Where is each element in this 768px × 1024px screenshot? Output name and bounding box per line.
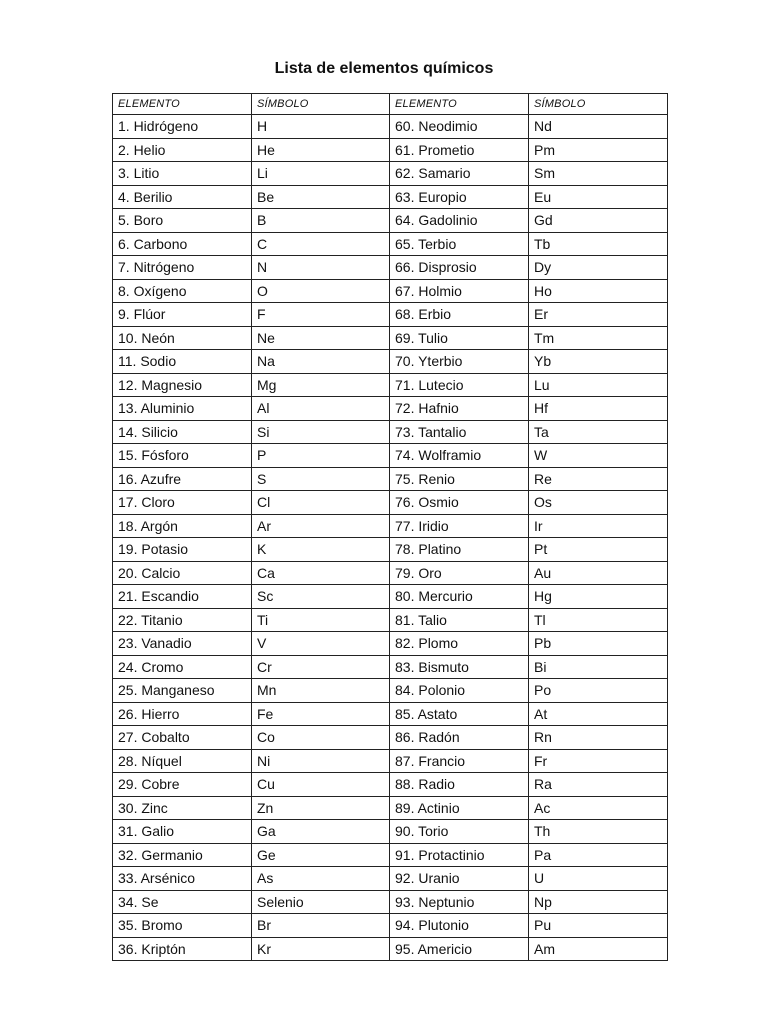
- table-row: [113, 561, 668, 585]
- symbol-left-cell: Co: [252, 726, 390, 750]
- symbol-left-cell: Ne: [252, 326, 390, 350]
- symbol-right-cell: Rn: [529, 726, 668, 750]
- table-row: [113, 467, 668, 491]
- element-left-cell: 26. Hierro: [113, 702, 252, 726]
- symbol-left-cell: Al: [252, 397, 390, 421]
- symbol-right-cell: Tl: [529, 608, 668, 632]
- element-left-cell: 22. Titanio: [113, 608, 252, 632]
- symbol-right-cell: Pu: [529, 914, 668, 938]
- symbol-right-cell: Au: [529, 561, 668, 585]
- header-row: [113, 94, 668, 115]
- table-row: [113, 608, 668, 632]
- table-row: [113, 796, 668, 820]
- symbol-left-cell: Mn: [252, 679, 390, 703]
- header-element-right: ELEMENTO: [390, 94, 529, 115]
- element-left-cell: 6. Carbono: [113, 232, 252, 256]
- element-left-cell: 21. Escandio: [113, 585, 252, 609]
- element-left-cell: 25. Manganeso: [113, 679, 252, 703]
- symbol-right-cell: Np: [529, 890, 668, 914]
- symbol-right-cell: Fr: [529, 749, 668, 773]
- element-right-cell: 89. Actinio: [390, 796, 529, 820]
- symbol-right-cell: Eu: [529, 185, 668, 209]
- table-row: [113, 726, 668, 750]
- symbol-right-cell: Yb: [529, 350, 668, 374]
- symbol-left-cell: Be: [252, 185, 390, 209]
- table-row: [113, 303, 668, 327]
- symbol-right-cell: Po: [529, 679, 668, 703]
- element-left-cell: 12. Magnesio: [113, 373, 252, 397]
- element-right-cell: 94. Plutonio: [390, 914, 529, 938]
- element-right-cell: 70. Yterbio: [390, 350, 529, 374]
- element-right-cell: 90. Torio: [390, 820, 529, 844]
- symbol-left-cell: B: [252, 209, 390, 233]
- symbol-left-cell: H: [252, 115, 390, 139]
- symbol-left-cell: P: [252, 444, 390, 468]
- symbol-left-cell: N: [252, 256, 390, 280]
- symbol-right-cell: Ho: [529, 279, 668, 303]
- element-right-cell: 68. Erbio: [390, 303, 529, 327]
- element-left-cell: 15. Fósforo: [113, 444, 252, 468]
- table-row: [113, 397, 668, 421]
- symbol-right-cell: Os: [529, 491, 668, 515]
- element-left-cell: 32. Germanio: [113, 843, 252, 867]
- symbol-left-cell: Ti: [252, 608, 390, 632]
- symbol-right-cell: Ra: [529, 773, 668, 797]
- element-right-cell: 76. Osmio: [390, 491, 529, 515]
- table-row: [113, 749, 668, 773]
- symbol-right-cell: Lu: [529, 373, 668, 397]
- element-left-cell: 8. Oxígeno: [113, 279, 252, 303]
- table-header: [113, 94, 668, 115]
- element-right-cell: 79. Oro: [390, 561, 529, 585]
- symbol-right-cell: Tb: [529, 232, 668, 256]
- symbol-left-cell: Mg: [252, 373, 390, 397]
- table-row: [113, 279, 668, 303]
- header-symbol-left: SÍMBOLO: [252, 94, 390, 115]
- element-left-cell: 14. Silicio: [113, 420, 252, 444]
- table-row: [113, 585, 668, 609]
- table-row: [113, 820, 668, 844]
- element-right-cell: 77. Iridio: [390, 514, 529, 538]
- table-row: [113, 843, 668, 867]
- symbol-left-cell: Ga: [252, 820, 390, 844]
- table-row: [113, 444, 668, 468]
- symbol-right-cell: Ac: [529, 796, 668, 820]
- element-left-cell: 19. Potasio: [113, 538, 252, 562]
- symbol-right-cell: Nd: [529, 115, 668, 139]
- symbol-right-cell: Th: [529, 820, 668, 844]
- symbol-left-cell: Na: [252, 350, 390, 374]
- symbol-left-cell: V: [252, 632, 390, 656]
- symbol-right-cell: At: [529, 702, 668, 726]
- symbol-right-cell: Re: [529, 467, 668, 491]
- element-right-cell: 84. Polonio: [390, 679, 529, 703]
- element-right-cell: 81. Talio: [390, 608, 529, 632]
- table-row: [113, 162, 668, 186]
- table-body: [113, 115, 668, 961]
- element-right-cell: 71. Lutecio: [390, 373, 529, 397]
- element-right-cell: 86. Radón: [390, 726, 529, 750]
- symbol-left-cell: Cr: [252, 655, 390, 679]
- symbol-right-cell: Pb: [529, 632, 668, 656]
- symbol-right-cell: Ir: [529, 514, 668, 538]
- symbol-left-cell: Ar: [252, 514, 390, 538]
- element-left-cell: 4. Berilio: [113, 185, 252, 209]
- symbol-right-cell: Gd: [529, 209, 668, 233]
- element-left-cell: 13. Aluminio: [113, 397, 252, 421]
- element-left-cell: 7. Nitrógeno: [113, 256, 252, 280]
- symbol-left-cell: C: [252, 232, 390, 256]
- symbol-right-cell: Er: [529, 303, 668, 327]
- table-row: [113, 491, 668, 515]
- element-right-cell: 91. Protactinio: [390, 843, 529, 867]
- element-left-cell: 9. Flúor: [113, 303, 252, 327]
- element-left-cell: 17. Cloro: [113, 491, 252, 515]
- element-left-cell: 31. Galio: [113, 820, 252, 844]
- element-right-cell: 93. Neptunio: [390, 890, 529, 914]
- element-left-cell: 10. Neón: [113, 326, 252, 350]
- element-left-cell: 2. Helio: [113, 138, 252, 162]
- element-right-cell: 75. Renio: [390, 467, 529, 491]
- table-row: [113, 538, 668, 562]
- table-row: [113, 256, 668, 280]
- element-left-cell: 18. Argón: [113, 514, 252, 538]
- symbol-left-cell: Sc: [252, 585, 390, 609]
- element-left-cell: 20. Calcio: [113, 561, 252, 585]
- symbol-left-cell: S: [252, 467, 390, 491]
- element-left-cell: 16. Azufre: [113, 467, 252, 491]
- symbol-right-cell: Ta: [529, 420, 668, 444]
- element-right-cell: 72. Hafnio: [390, 397, 529, 421]
- element-right-cell: 64. Gadolinio: [390, 209, 529, 233]
- page-title: Lista de elementos químicos: [274, 60, 494, 77]
- symbol-left-cell: He: [252, 138, 390, 162]
- table-row: [113, 867, 668, 891]
- symbol-right-cell: Pm: [529, 138, 668, 162]
- element-right-cell: 82. Plomo: [390, 632, 529, 656]
- element-right-cell: 69. Tulio: [390, 326, 529, 350]
- element-right-cell: 65. Terbio: [390, 232, 529, 256]
- symbol-right-cell: Am: [529, 937, 668, 961]
- symbol-left-cell: Selenio: [252, 890, 390, 914]
- symbol-left-cell: As: [252, 867, 390, 891]
- element-left-cell: 30. Zinc: [113, 796, 252, 820]
- element-left-cell: 11. Sodio: [113, 350, 252, 374]
- symbol-left-cell: Zn: [252, 796, 390, 820]
- table-row: [113, 373, 668, 397]
- element-right-cell: 62. Samario: [390, 162, 529, 186]
- elements-table: [112, 93, 668, 961]
- element-right-cell: 95. Americio: [390, 937, 529, 961]
- element-right-cell: 92. Uranio: [390, 867, 529, 891]
- element-right-cell: 66. Disprosio: [390, 256, 529, 280]
- table-row: [113, 773, 668, 797]
- symbol-left-cell: Cu: [252, 773, 390, 797]
- element-left-cell: 27. Cobalto: [113, 726, 252, 750]
- symbol-left-cell: Kr: [252, 937, 390, 961]
- table-row: [113, 209, 668, 233]
- table-row: [113, 115, 668, 139]
- symbol-right-cell: Pa: [529, 843, 668, 867]
- element-right-cell: 88. Radio: [390, 773, 529, 797]
- element-left-cell: 1. Hidrógeno: [113, 115, 252, 139]
- table-row: [113, 350, 668, 374]
- table-row: [113, 914, 668, 938]
- element-right-cell: 87. Francio: [390, 749, 529, 773]
- element-right-cell: 60. Neodimio: [390, 115, 529, 139]
- symbol-left-cell: K: [252, 538, 390, 562]
- symbol-left-cell: Cl: [252, 491, 390, 515]
- element-left-cell: 35. Bromo: [113, 914, 252, 938]
- element-right-cell: 63. Europio: [390, 185, 529, 209]
- element-right-cell: 83. Bismuto: [390, 655, 529, 679]
- table-row: [113, 937, 668, 961]
- header-element-left: ELEMENTO: [113, 94, 252, 115]
- element-left-cell: 3. Litio: [113, 162, 252, 186]
- table-row: [113, 679, 668, 703]
- symbol-right-cell: Hg: [529, 585, 668, 609]
- symbol-right-cell: Bi: [529, 655, 668, 679]
- element-left-cell: 29. Cobre: [113, 773, 252, 797]
- symbol-right-cell: W: [529, 444, 668, 468]
- symbol-right-cell: U: [529, 867, 668, 891]
- symbol-right-cell: Sm: [529, 162, 668, 186]
- table-row: [113, 632, 668, 656]
- symbol-right-cell: Hf: [529, 397, 668, 421]
- element-right-cell: 85. Astato: [390, 702, 529, 726]
- symbol-left-cell: Br: [252, 914, 390, 938]
- header-symbol-right: SÍMBOLO: [529, 94, 668, 115]
- symbol-left-cell: F: [252, 303, 390, 327]
- symbol-left-cell: O: [252, 279, 390, 303]
- symbol-left-cell: Si: [252, 420, 390, 444]
- symbol-right-cell: Tm: [529, 326, 668, 350]
- table-row: [113, 655, 668, 679]
- element-left-cell: 33. Arsénico: [113, 867, 252, 891]
- element-right-cell: 67. Holmio: [390, 279, 529, 303]
- table-row: [113, 514, 668, 538]
- element-left-cell: 23. Vanadio: [113, 632, 252, 656]
- element-right-cell: 74. Wolframio: [390, 444, 529, 468]
- symbol-left-cell: Ge: [252, 843, 390, 867]
- table-row: [113, 138, 668, 162]
- table-row: [113, 420, 668, 444]
- table-row: [113, 326, 668, 350]
- element-left-cell: 34. Se: [113, 890, 252, 914]
- table-row: [113, 232, 668, 256]
- element-right-cell: 73. Tantalio: [390, 420, 529, 444]
- element-right-cell: 80. Mercurio: [390, 585, 529, 609]
- element-right-cell: 61. Prometio: [390, 138, 529, 162]
- table-row: [113, 702, 668, 726]
- symbol-right-cell: Pt: [529, 538, 668, 562]
- table-row: [113, 185, 668, 209]
- element-right-cell: 78. Platino: [390, 538, 529, 562]
- element-left-cell: 5. Boro: [113, 209, 252, 233]
- symbol-left-cell: Li: [252, 162, 390, 186]
- table-row: [113, 890, 668, 914]
- element-left-cell: 28. Níquel: [113, 749, 252, 773]
- element-left-cell: 36. Kriptón: [113, 937, 252, 961]
- element-left-cell: 24. Cromo: [113, 655, 252, 679]
- symbol-right-cell: Dy: [529, 256, 668, 280]
- symbol-left-cell: Ni: [252, 749, 390, 773]
- symbol-left-cell: Ca: [252, 561, 390, 585]
- symbol-left-cell: Fe: [252, 702, 390, 726]
